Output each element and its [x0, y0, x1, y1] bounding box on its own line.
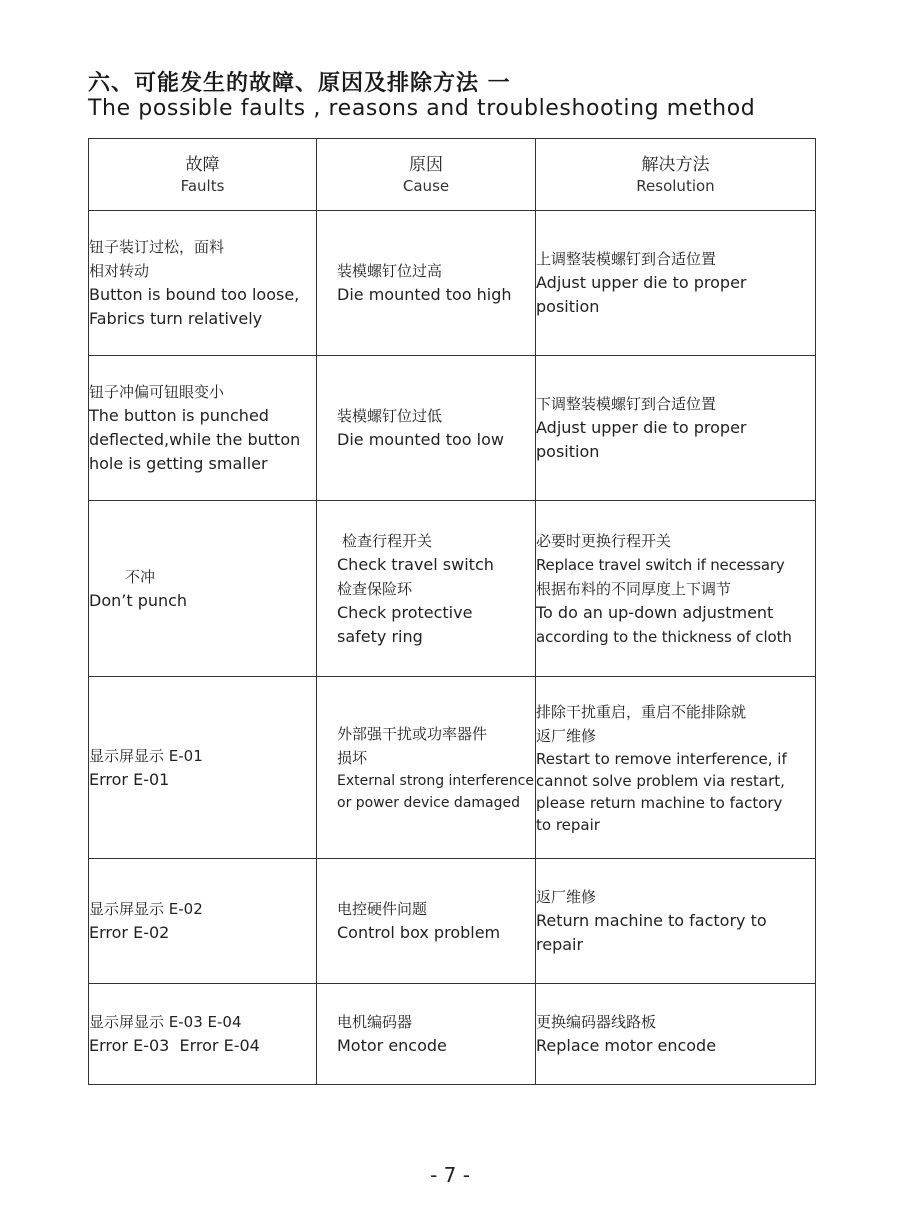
resolution-cell: 更换编码器线路板 Replace motor encode [536, 984, 816, 1085]
fault-cell: 钮子冲偏可钮眼变小 The button is punched deflected,while the button hole is getting smaller [89, 356, 317, 501]
cause-cell: 外部强干扰或功率器件 损坏 External strong interference or power device damaged [317, 677, 536, 859]
table-row [89, 501, 816, 677]
fault-cell: 显示屏显示 E-01 Error E-01 [89, 677, 317, 859]
table-header-row [89, 139, 816, 211]
resolution-cell: 下调整装模螺钉到合适位置 Adjust upper die to proper position [536, 356, 816, 501]
fault-cell: 显示屏显示 E-03 E-04 Error E-03 Error E-04 [89, 984, 317, 1085]
fault-cell: 显示屏显示 E-02 Error E-02 [89, 859, 317, 984]
cause-cell: 装模螺钉位过低 Die mounted too low [317, 356, 536, 501]
cause-cell: 电机编码器 Motor encode [317, 984, 536, 1085]
troubleshooting-table [88, 138, 816, 1085]
resolution-cell: 返厂维修 Return machine to factory to repair [536, 859, 816, 984]
table-row [89, 356, 816, 501]
fault-cell: 不冲 Don’t punch [89, 501, 317, 677]
resolution-cell: 排除干扰重启，重启不能排除就 返厂维修 Restart to remove interference, if cannot solve problem via restart, please return machine to factory to repair [536, 677, 816, 859]
table-row [89, 859, 816, 984]
fault-cell: 钮子装订过松，面料 相对转动 Button is bound too loose, Fabrics turn relatively [89, 211, 317, 356]
header-faults: 故障 Faults [89, 139, 317, 211]
cause-cell: 检查行程开关 Check travel switch 检查保险环 Check protective safety ring [317, 501, 536, 677]
section-title-english: The possible faults , reasons and troubleshooting method [88, 96, 756, 121]
page-number: - 7 - [430, 1163, 470, 1187]
table-row [89, 211, 816, 356]
header-cause: 原因 Cause [317, 139, 536, 211]
resolution-cell: 上调整装模螺钉到合适位置 Adjust upper die to proper position [536, 211, 816, 356]
table-row [89, 677, 816, 859]
cause-cell: 装模螺钉位过高 Die mounted too high [317, 211, 536, 356]
header-resolution: 解决方法 Resolution [536, 139, 816, 211]
table-row [89, 984, 816, 1085]
section-title-chinese: 六、可能发生的故障、原因及排除方法 一 [88, 71, 511, 96]
cause-cell: 电控硬件问题 Control box problem [317, 859, 536, 984]
resolution-cell: 必要时更换行程开关 Replace travel switch if necessary 根据布料的不同厚度上下调节 To do an up-down adjustment according to the thickness of cloth [536, 501, 816, 677]
